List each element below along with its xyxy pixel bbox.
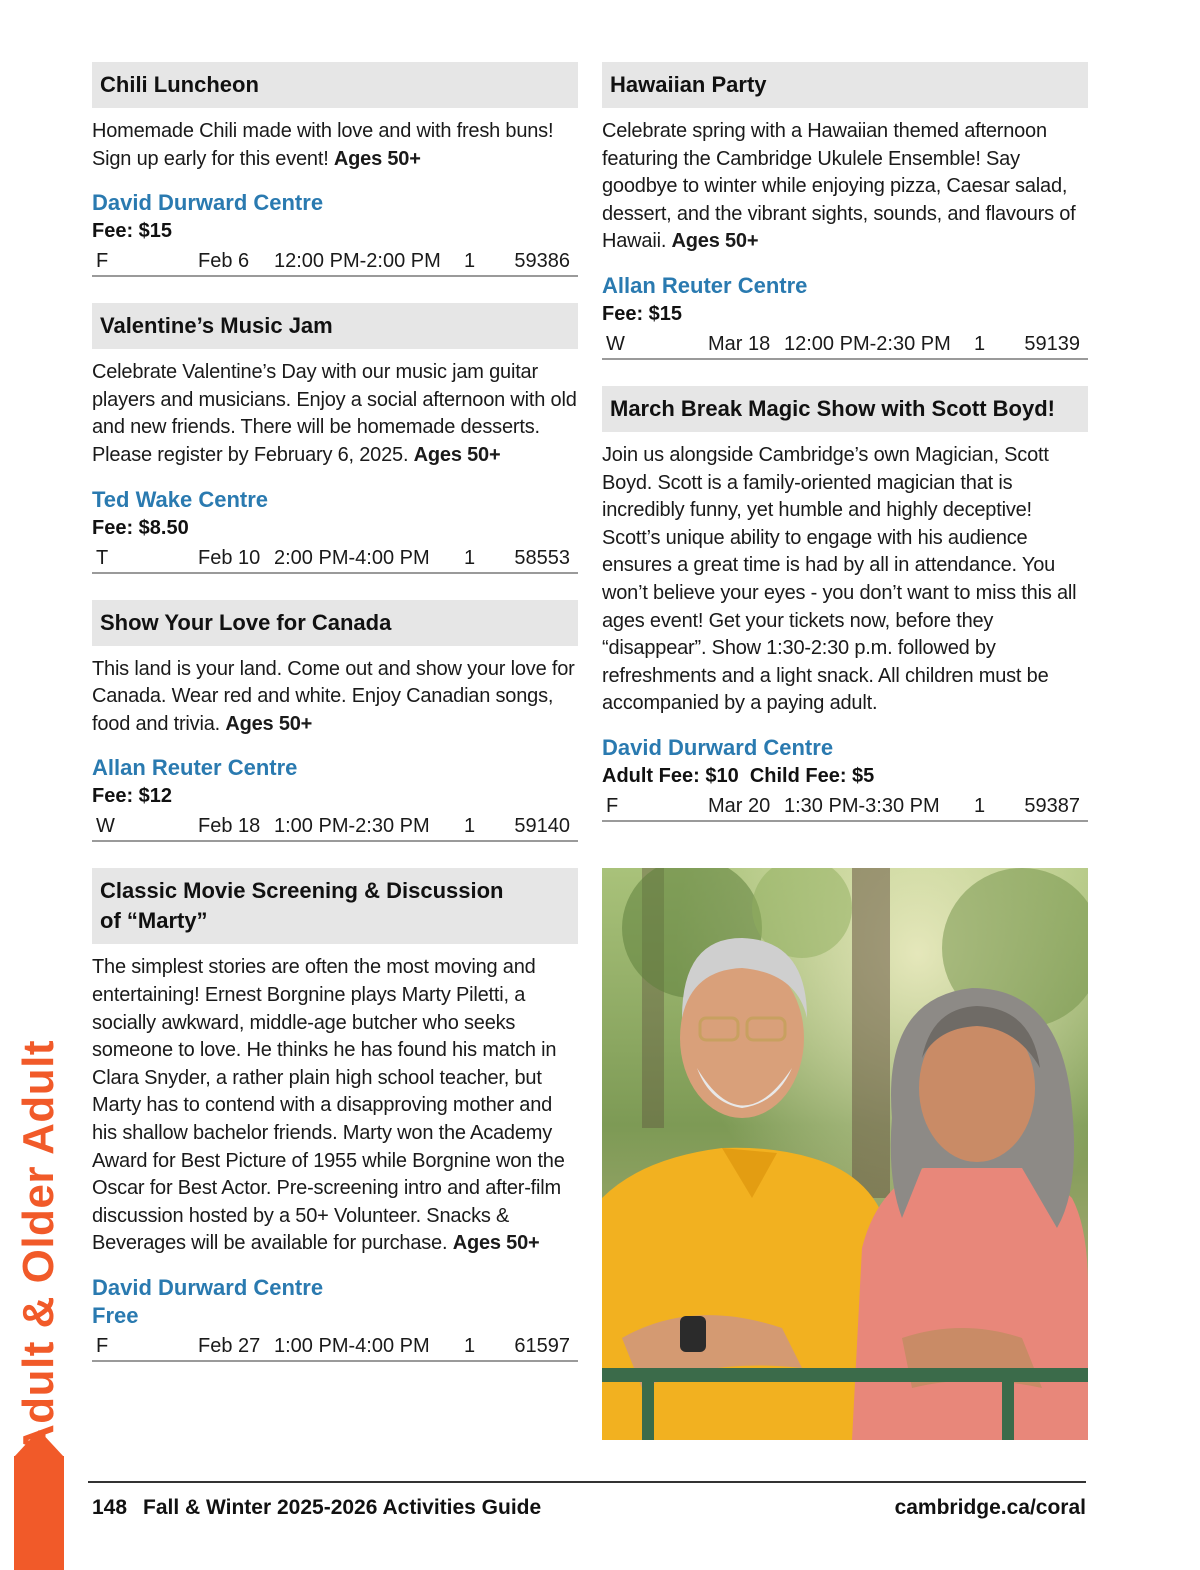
- session-time: 1:30 PM-3:30 PM: [784, 794, 940, 817]
- side-tab: [14, 1456, 64, 1570]
- event-magic-show: [602, 386, 1088, 822]
- venue-link[interactable]: Ted Wake Centre: [92, 486, 269, 512]
- session-row: [602, 328, 1088, 360]
- side-tab-arrow-icon: [14, 1430, 64, 1457]
- fee-label: Fee: $8.50: [92, 516, 189, 539]
- fee-label: Fee: $15: [602, 302, 683, 325]
- session-time: 12:00 PM-2:30 PM: [784, 332, 951, 355]
- venue-link[interactable]: David Durward Centre: [602, 734, 834, 760]
- session-day: F: [606, 794, 619, 817]
- page-number: 148: [92, 1496, 128, 1519]
- right-column: [602, 62, 1088, 848]
- older-couple-photo: [602, 868, 1088, 1440]
- venue-link[interactable]: Allan Reuter Centre: [92, 755, 298, 781]
- session-count: 1: [464, 815, 476, 838]
- session-date: Mar 18: [708, 332, 771, 355]
- session-date: Feb 10: [198, 546, 261, 569]
- event-description: This land is your land. Come out and show your love for Canada. Wear red and white. Enjoy Canadian songs, food and trivia. Ages 50+: [92, 657, 575, 735]
- ages-label: Ages 50+: [413, 443, 501, 466]
- event-chili-luncheon: [92, 62, 578, 277]
- session-date: Mar 20: [708, 794, 771, 817]
- ages-label: Ages 50+: [671, 230, 759, 253]
- event-title: Hawaiian Party: [602, 62, 1088, 108]
- footer-divider: [88, 1481, 1086, 1483]
- event-title: March Break Magic Show with Scott Boyd!: [602, 386, 1088, 432]
- session-row: [92, 810, 578, 842]
- session-day: T: [96, 546, 109, 569]
- event-hawaiian-party: [602, 62, 1088, 360]
- session-code: 59387: [1024, 794, 1080, 817]
- ages-label: Ages 50+: [333, 147, 421, 170]
- event-description: Join us alongside Cambridge’s own Magician, Scott Boyd. Scott is a family-oriented magician that is incredibly funny, yet humble and highly deceptive! Scott’s unique ability to engage with his audience ensures a great time is had by all in attendance. You won’t believe your eyes - you don’t want to miss this all ages event! Get your tickets now, before they “disappear”. Show 1:30-2:30 p.m. followed by refreshments and a light snack. All children must be accompanied by a paying adult.: [602, 443, 1077, 715]
- event-description: The simplest stories are often the most moving and entertaining! Ernest Borgnine plays Marty Piletti, a socially awkward, middle-age butcher who seeks someone to love. He thinks he has found his match in Clara Snyder, a rather plain high school teacher, but Marty has to contend with a disapproving mother and his shallow bachelor friends. Marty won the Academy Award for Best Picture of 1955 while Borgnine won the Oscar for Best Actor. Pre-screening intro and after-film discussion hosted by a 50+ Volunteer. Snacks & Beverages will be available for purchase. Ages 50+: [92, 956, 565, 1255]
- session-code: 59139: [1024, 332, 1080, 355]
- event-valentines-music-jam: [92, 303, 578, 573]
- venue-link[interactable]: David Durward Centre: [92, 190, 324, 216]
- session-date: Feb 6: [198, 250, 250, 273]
- venue-link[interactable]: Allan Reuter Centre: [602, 272, 808, 298]
- session-day: W: [606, 332, 625, 355]
- event-description: Homemade Chili made with love and with fresh buns! Sign up early for this event! Ages 50+: [92, 120, 554, 170]
- fee-label: Fee: $15: [92, 220, 173, 243]
- ages-label: Ages 50+: [452, 1232, 540, 1255]
- event-show-your-love-canada: [92, 600, 578, 843]
- session-day: F: [96, 250, 109, 273]
- session-day: F: [96, 1334, 109, 1357]
- event-description: Celebrate Valentine’s Day with our music jam guitar players and musicians. Enjoy a social afternoon with old and new friends. There will be homemade desserts. Please register by February 6, 2025. Ages 50+: [92, 361, 577, 466]
- session-row: [92, 245, 578, 277]
- session-time: 2:00 PM-4:00 PM: [274, 546, 430, 569]
- event-title: Valentine’s Music Jam: [92, 303, 578, 349]
- session-code: 59386: [514, 250, 570, 273]
- ages-label: Ages 50+: [225, 712, 313, 735]
- session-time: 1:00 PM-4:00 PM: [274, 1334, 430, 1357]
- venue-link[interactable]: David Durward Centre: [92, 1274, 324, 1300]
- event-title: Classic Movie Screening & Discussion of “Marty”: [92, 868, 578, 944]
- session-count: 1: [464, 546, 476, 569]
- session-date: Feb 27: [198, 1334, 261, 1357]
- session-row: [602, 790, 1088, 822]
- left-column: [92, 62, 578, 1388]
- session-count: 1: [974, 794, 986, 817]
- fee-label: Fee: $12: [92, 785, 173, 808]
- session-date: Feb 18: [198, 815, 261, 838]
- session-count: 1: [464, 250, 476, 273]
- fee-label: Adult Fee: $10 Child Fee: $5: [602, 764, 875, 787]
- fee-label: Free: [92, 1302, 139, 1328]
- event-description: Celebrate spring with a Hawaiian themed afternoon featuring the Cambridge Ukulele Ensemble! Say goodbye to winter while enjoying pizza, Caesar salad, dessert, and the vibrant sights, sounds, and flavours of Hawaii. Ages 50+: [602, 120, 1076, 253]
- session-day: W: [96, 815, 115, 838]
- footer-url-link[interactable]: cambridge.ca/coral: [894, 1496, 1086, 1519]
- guide-title: Fall & Winter 2025-2026 Activities Guide: [143, 1496, 542, 1519]
- session-code: 58553: [514, 546, 570, 569]
- event-title: Chili Luncheon: [92, 62, 578, 108]
- event-title: Show Your Love for Canada: [92, 600, 578, 646]
- session-row: [92, 542, 578, 574]
- section-side-label: Adult & Older Adult: [14, 1039, 63, 1457]
- session-code: 59140: [514, 815, 570, 838]
- session-time: 1:00 PM-2:30 PM: [274, 815, 430, 838]
- session-code: 61597: [514, 1334, 570, 1357]
- session-row: [92, 1330, 578, 1362]
- session-count: 1: [464, 1334, 476, 1357]
- event-classic-movie-marty: [92, 868, 578, 1362]
- session-time: 12:00 PM-2:00 PM: [274, 250, 441, 273]
- session-count: 1: [974, 332, 986, 355]
